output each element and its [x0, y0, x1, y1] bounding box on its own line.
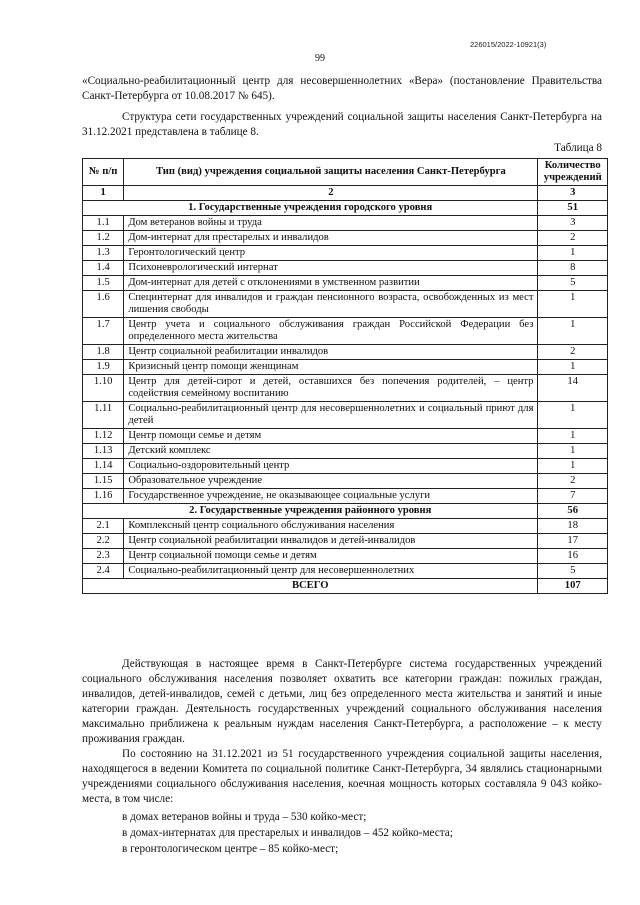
table-row	[83, 360, 608, 375]
row-name: Образовательное учреждение	[124, 474, 538, 489]
table-row	[83, 345, 608, 360]
table-row	[83, 375, 608, 402]
table-row	[83, 276, 608, 291]
row-name: Кризисный центр помощи женщинам	[124, 360, 538, 375]
table-row	[83, 402, 608, 429]
row-name: Центр помощи семье и детям	[124, 429, 538, 444]
row-name: Центр социальной помощи семье и детям	[124, 549, 538, 564]
table-row	[83, 444, 608, 459]
row-count: 5	[538, 564, 608, 579]
intro-paragraph-1: «Социально-реабилитационный центр для несовершеннолетних «Вера» (постановление Правительства Санкт-Петербурга от 10.08.2017 № 645).	[82, 75, 602, 102]
row-count: 2	[538, 231, 608, 246]
index-cell: 3	[538, 186, 608, 201]
total-count: 107	[538, 579, 608, 594]
row-count: 16	[538, 549, 608, 564]
index-cell: 2	[124, 186, 538, 201]
row-name: Комплексный центр социального обслуживания населения	[124, 519, 538, 534]
row-count: 1	[538, 444, 608, 459]
row-count: 1	[538, 429, 608, 444]
row-name: Центр учета и социального обслуживания граждан Российской Федерации без определенного места жительства	[124, 318, 538, 345]
row-number: 1.3	[83, 246, 124, 261]
table-row	[83, 459, 608, 474]
table-row	[83, 318, 608, 345]
row-number: 1.5	[83, 276, 124, 291]
row-name: Геронтологический центр	[124, 246, 538, 261]
row-count: 3	[538, 216, 608, 231]
body-paragraph-3: Действующая в настоящее время в Санкт-Петербурге система государственных учреждений социального обслуживания населения позволяет охватить все категории граждан: пожилых граждан, инвалидов, детей-инвалидов, семей с детьми, лиц без определенного места жительства и занятий и иные категории граждан. Деятельность государственных учреждений социального обслуживания населения максимально приближена к реальным нуждам населения Санкт-Петербурга, а расположение – к месту проживания граждан.	[82, 658, 602, 745]
row-name: Детский комплекс	[124, 444, 538, 459]
list-item: в домах ветеранов войны и труда – 530 койко-мест;	[122, 811, 367, 823]
row-count: 1	[538, 459, 608, 474]
row-count: 1	[538, 246, 608, 261]
table-caption: Таблица 8	[554, 142, 602, 154]
row-name: Социально-реабилитационный центр для несовершеннолетних и социальный приют для детей	[124, 402, 538, 429]
row-count: 2	[538, 474, 608, 489]
table-row	[83, 231, 608, 246]
row-name: Центр социальной реабилитации инвалидов	[124, 345, 538, 360]
section-count: 56	[538, 504, 608, 519]
row-count: 1	[538, 291, 608, 318]
total-label: ВСЕГО	[83, 579, 538, 594]
city-rows	[83, 216, 608, 504]
row-number: 1.10	[83, 375, 124, 402]
row-count: 7	[538, 489, 608, 504]
table-row	[83, 489, 608, 504]
section-row-city	[83, 201, 608, 216]
row-number: 1.12	[83, 429, 124, 444]
row-name: Центр социальной реабилитации инвалидов и детей-инвалидов	[124, 534, 538, 549]
row-number: 2.1	[83, 519, 124, 534]
intro-paragraph-2: Структура сети государственных учреждений социальной защиты населения Санкт-Петербурга на 31.12.2021 представлена в таблице 8.	[82, 111, 602, 138]
header-count: Количество учреждений	[538, 159, 608, 186]
row-name: Дом-интернат для детей с отклонениями в умственном развитии	[124, 276, 538, 291]
table-row	[83, 291, 608, 318]
table-index-row	[83, 186, 608, 201]
row-count: 1	[538, 402, 608, 429]
section-row-district	[83, 504, 608, 519]
table-row	[83, 474, 608, 489]
row-count: 17	[538, 534, 608, 549]
table-header-row	[83, 159, 608, 186]
table-row	[83, 261, 608, 276]
list-item: в домах-интернатах для престарелых и инвалидов – 452 койко-места;	[122, 827, 453, 839]
row-name: Психоневрологический интернат	[124, 261, 538, 276]
row-number: 1.16	[83, 489, 124, 504]
row-number: 1.1	[83, 216, 124, 231]
row-number: 1.11	[83, 402, 124, 429]
header-num: № п/п	[83, 159, 124, 186]
row-number: 1.6	[83, 291, 124, 318]
district-rows	[83, 519, 608, 579]
table-row	[83, 429, 608, 444]
row-number: 2.4	[83, 564, 124, 579]
row-number: 1.8	[83, 345, 124, 360]
row-number: 1.13	[83, 444, 124, 459]
row-name: Дом ветеранов войны и труда	[124, 216, 538, 231]
document-code: 226015/2022-10921(3)	[470, 40, 547, 49]
institutions-table	[82, 158, 608, 594]
row-name: Центр для детей-сирот и детей, оставшихся без попечения родителей, – центр содействия семейному воспитанию	[124, 375, 538, 402]
row-number: 1.15	[83, 474, 124, 489]
row-number: 1.7	[83, 318, 124, 345]
row-count: 8	[538, 261, 608, 276]
table-row	[83, 549, 608, 564]
row-number: 2.3	[83, 549, 124, 564]
row-count: 18	[538, 519, 608, 534]
row-number: 2.2	[83, 534, 124, 549]
section-count: 51	[538, 201, 608, 216]
table-row	[83, 534, 608, 549]
row-count: 14	[538, 375, 608, 402]
row-count: 5	[538, 276, 608, 291]
row-count: 1	[538, 318, 608, 345]
row-number: 1.2	[83, 231, 124, 246]
header-name: Тип (вид) учреждения социальной защиты населения Санкт-Петербурга	[124, 159, 538, 186]
table-row	[83, 246, 608, 261]
table-row	[83, 564, 608, 579]
body-paragraph-4: По состоянию на 31.12.2021 из 51 государственного учреждения социальной защиты населения, находящегося в ведении Комитета по социальной политике Санкт-Петербурга, 34 являлись стационарными учреждениями социального обслуживания населения, коечная мощность которых составляла 9 043 койко-места, в том числе:	[82, 748, 602, 805]
section-title: 2. Государственные учреждения районного уровня	[83, 504, 538, 519]
row-number: 1.14	[83, 459, 124, 474]
table-row	[83, 519, 608, 534]
row-name: Социально-оздоровительный центр	[124, 459, 538, 474]
row-number: 1.9	[83, 360, 124, 375]
table-row	[83, 216, 608, 231]
row-name: Социально-реабилитационный центр для несовершеннолетних	[124, 564, 538, 579]
index-cell: 1	[83, 186, 124, 201]
total-row	[83, 579, 608, 594]
list-item: в геронтологическом центре – 85 койко-мест;	[122, 843, 339, 855]
row-name: Дом-интернат для престарелых и инвалидов	[124, 231, 538, 246]
row-number: 1.4	[83, 261, 124, 276]
section-title: 1. Государственные учреждения городского уровня	[83, 201, 538, 216]
page-number: 99	[315, 53, 325, 64]
row-count: 1	[538, 360, 608, 375]
row-name: Государственное учреждение, не оказывающее социальные услуги	[124, 489, 538, 504]
row-name: Специнтернат для инвалидов и граждан пенсионного возраста, освобожденных из мест лишения свободы	[124, 291, 538, 318]
row-count: 2	[538, 345, 608, 360]
